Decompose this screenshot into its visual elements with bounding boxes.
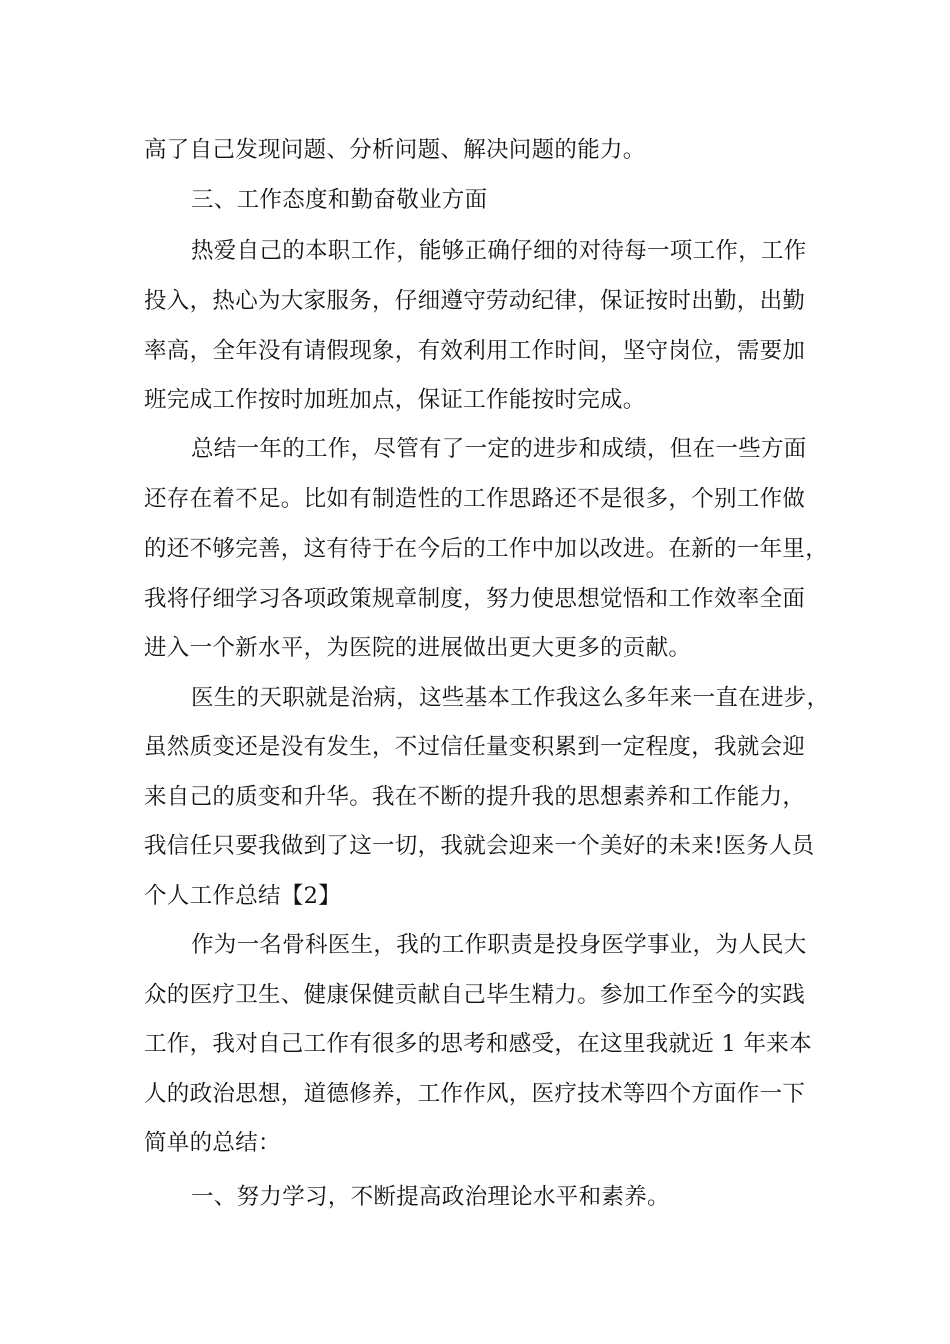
subtitle-line: 个人工作总结【2】 — [144, 883, 342, 909]
body-text-line: 我将仔细学习各项政策规章制度，努力使思想觉悟和工作效率全面 — [144, 586, 806, 612]
body-text-line: 虽然质变还是没有发生，不过信任量变积累到一定程度，我就会迎 — [144, 734, 806, 760]
section-heading: 一、努力学习，不断提高政治理论水平和素养。 — [191, 1184, 670, 1210]
body-text-line: 高了自己发现问题、分析问题、解决问题的能力。 — [144, 137, 646, 163]
paragraph-first-line: 作为一名骨科医生，我的工作职责是投身医学事业，为人民大 — [191, 932, 807, 958]
body-text-line: 投入，热心为大家服务，仔细遵守劳动纪律，保证按时出勤，出勤 — [144, 288, 806, 314]
body-text-line: 简单的总结： — [144, 1130, 281, 1156]
body-text-line: 众的医疗卫生、健康保健贡献自己毕生精力。参加工作至今的实践 — [144, 982, 806, 1008]
paragraph-first-line: 医生的天职就是治病，这些基本工作我这么多年来一直在进步， — [191, 685, 830, 711]
body-text-line: 的还不够完善，这有待于在今后的工作中加以改进。在新的一年里， — [144, 536, 829, 562]
paragraph-first-line: 总结一年的工作，尽管有了一定的进步和成绩，但在一些方面 — [191, 436, 807, 462]
section-heading: 三、工作态度和勤奋敬业方面 — [191, 187, 488, 213]
body-text-line: 我信任只要我做到了这一切，我就会迎来一个美好的未来!医务人员 — [144, 833, 815, 859]
body-text-line: 进入一个新水平，为医院的进展做出更大更多的贡献。 — [144, 635, 692, 661]
paragraph-first-line: 热爱自己的本职工作，能够正确仔细的对待每一项工作，工作 — [191, 238, 807, 264]
body-text-line: 率高，全年没有请假现象，有效利用工作时间，坚守岗位，需要加 — [144, 338, 806, 364]
body-text-line: 工作，我对自己工作有很多的思考和感受，在这里我就近 1 年来本 — [144, 1031, 812, 1057]
body-text-line: 人的政治思想，道德修养，工作作风，医疗技术等四个方面作一下 — [144, 1081, 806, 1107]
body-text-line: 班完成工作按时加班加点，保证工作能按时完成。 — [144, 387, 646, 413]
body-text-line: 来自己的质变和升华。我在不断的提升我的思想素养和工作能力， — [144, 784, 806, 810]
body-text-line: 还存在着不足。比如有制造性的工作思路还不是很多，个别工作做 — [144, 486, 806, 512]
